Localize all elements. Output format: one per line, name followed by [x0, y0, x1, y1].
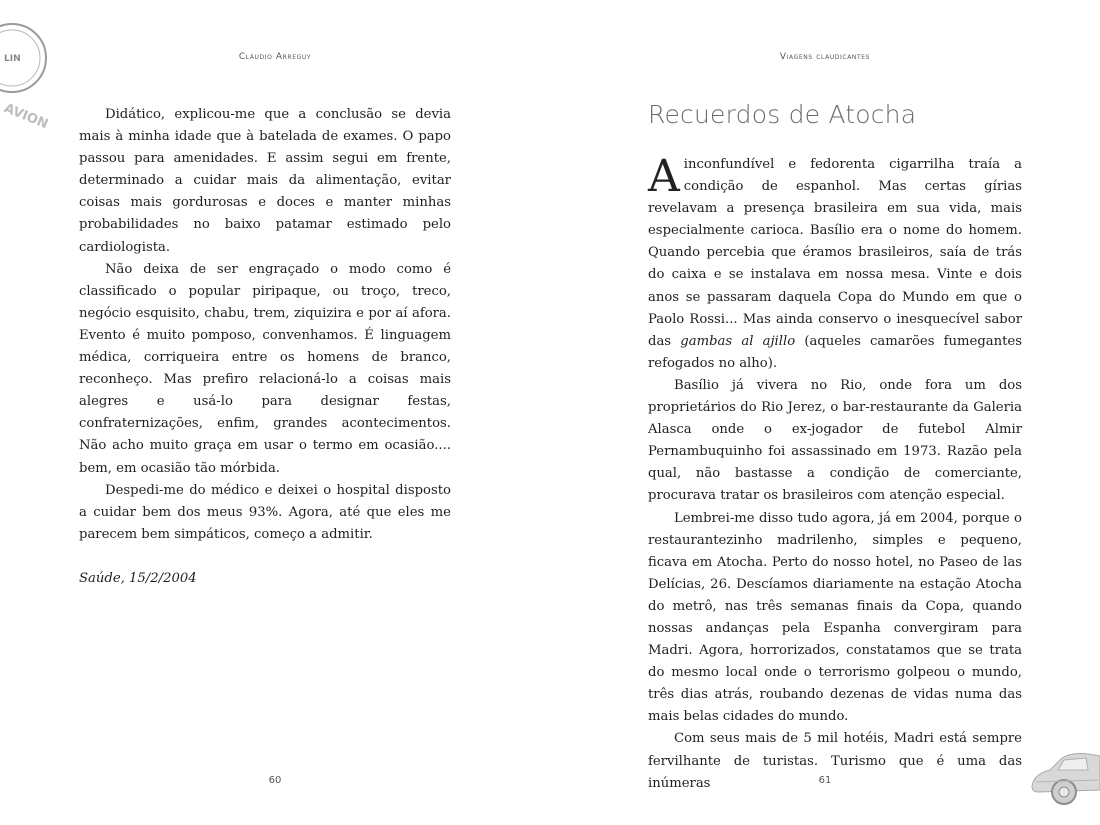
- paragraph: Não deixa de ser engraçado o modo como é classificado o popular piripaque, ou troço, treco, negócio esquisito, chabu, trem, ziquizira e por aí afora. Evento é muito pomposo, convenhamos. É linguagem médica, corriqueira entre os homens de branco, reconheço. Mas prefiro relacioná-lo a coisas mais alegres e usá-lo para designar festas, confraternizações, enfim, grandes acontecimentos. Não acho muito graça em usar o termo em ocasião.... bem, em ocasião tão mórbida.: [79, 261, 451, 476]
- paragraph: Basílio já vivera no Rio, onde fora um dos proprietários do Rio Jerez, o bar-restaurante da Galeria Alasca onde o ex-jogador de futebol Almir Pernambuquinho foi assassinado em 1973. Razão pela qual, não bastasse a condição de comerciante, procurava tratar os brasileiros com atenção especial.: [648, 377, 1022, 504]
- paragraph: Despedi-me do médico e deixei o hospital disposto a cuidar bem dos meus 93%. Agora, até que eles me parecem bem simpáticos, começo a admitir.: [79, 482, 451, 542]
- left-body-text: [79, 104, 451, 590]
- stamp-side-text: AVION: [1, 101, 51, 133]
- signoff: Saúde, 15/2/2004: [79, 570, 197, 586]
- page-number: 60: [268, 775, 282, 786]
- running-head: Viagens claudicantes: [779, 52, 871, 62]
- page-number: 61: [818, 775, 832, 786]
- paragraph: Com seus mais de 5 mil hotéis, Madri está sempre fervilhante de turistas. Turismo que é uma das inúmeras: [648, 731, 1022, 791]
- vintage-car-icon: [1028, 746, 1100, 808]
- opening-paragraph: [648, 151, 1023, 375]
- drop-cap: A: [648, 151, 680, 202]
- running-head: Cláudio Arreguy: [238, 52, 312, 62]
- stamp-text: LIN: [4, 54, 21, 64]
- opening-italic: gambas al ajillo: [680, 333, 796, 349]
- opening-text-b: (aqueles camarões fumegantes refogados no alho).: [648, 333, 1023, 371]
- chapter-title: Recuerdos de Atocha: [648, 100, 917, 129]
- paragraph: Didático, explicou-me que a conclusão se devia mais à minha idade que à batelada de exames. O papo passou para amenidades. E assim segui em frente, determinado a cuidar mais da alimentação, evitar coisas mais gordurosas e doces e manter minhas probabilidades no baixo patamar estimado pelo cardiologista.: [79, 107, 451, 255]
- postmark-stamp-icon: [0, 0, 90, 150]
- right-page: [550, 0, 1100, 825]
- paragraph: Lembrei-me disso tudo agora, já em 2004, porque o restaurantezinho madrilenho, simples e pequeno, ficava em Atocha. Perto do nosso hotel, no Paseo de las Delícias, 26. Descíamos diariamente na estação Atocha do metrô, nas três semanas finais da Copa, quando nossas andanças pela Espanha convergiram para Madri. Agora, horrorizados, constatamos que se trata do mesmo local onde o terrorismo golpeou o mundo, três dias atrás, roubando dezenas de vidas numa das mais belas cidades do mundo.: [648, 510, 1022, 725]
- opening-text-a: inconfundível e fedorenta cigarrilha traía a condição de espanhol. Mas certas gírias revelavam a presença brasileira em sua vida, mais especialmente carioca. Basílio era o nome do homem. Quando percebia que éramos brasileiros, saía de trás do caixa e se instalava em nossa mesa. Vinte e dois anos se passaram daquela Copa do Mundo em que o Paolo Rossi... Mas ainda conservo o inesquecível sabor das: [648, 157, 1022, 349]
- right-body-text: [648, 151, 1023, 795]
